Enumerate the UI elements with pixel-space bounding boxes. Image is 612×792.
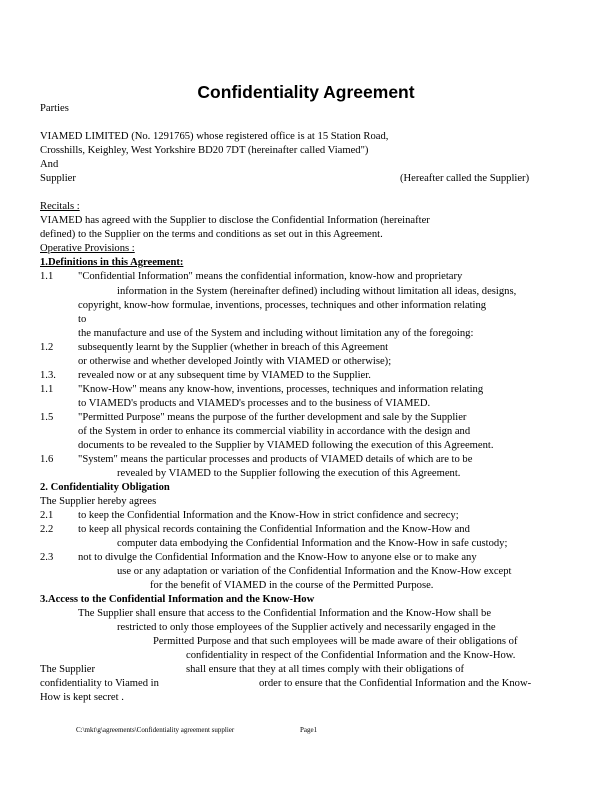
section3-line: Permitted Purpose and that such employees will be made aware of their obligations of [153,636,518,647]
clause-line: for the benefit of VIAMED in the course of the Permitted Purpose. [150,580,434,591]
clause-line: use or any adaptation or variation of the Confidential Information and the Know-How except [117,566,512,577]
operative-heading: Operative Provisions : [40,243,135,254]
clause-line: or otherwise and whether developed Jointly with VIAMED or otherwise); [78,356,392,367]
clause-line: "Confidential Information" means the confidential information, know-how and proprietary [78,271,463,282]
clause-line: "System" means the particular processes and products of VIAMED details of which are to be [78,454,473,465]
footer-path: C:\mkt\g\agreements\Confidentiality agreement supplier [76,726,235,734]
clause-number: 1.5 [40,412,54,423]
section3-line: restricted to only those employees of the Supplier actively and necessarily engaged in the [117,622,496,633]
section3-line: The Supplier shall ensure that access to the Confidential Information and the Know-How shall be [78,608,492,619]
clause-line: revealed now or at any subsequent time by VIAMED to the Supplier. [78,370,371,381]
clause-line: "Permitted Purpose" means the purpose of the further development and sale by the Supplier [78,412,467,423]
document-title: Confidentiality Agreement [197,82,415,102]
parties-supplier: Supplier [40,173,76,184]
clause-number: 2.1 [40,510,54,521]
clause-line: to keep the Confidential Information and the Know-How in strict confidence and secrecy; [78,510,459,521]
clause-number: 2.2 [40,524,54,535]
clause-line: documents to be revealed to the Supplier by VIAMED following the execution of this Agreement. [78,440,494,451]
section3-line: How is kept secret . [40,692,124,703]
section3-line: The Supplier [40,664,96,675]
clause-line: not to divulge the Confidential Information and the Know-How to anyone else or to make any [78,552,477,563]
section3-line: confidentiality to Viamed in [40,678,159,689]
recitals-line: defined) to the Supplier on the terms and conditions as set out in this Agreement. [40,229,383,240]
clause-line: to VIAMED's products and VIAMED's processes and to the business of VIAMED. [78,398,431,409]
clause-line: computer data embodying the Confidential Information and the Know-How in safe custody; [117,538,508,549]
clause-number: 1.1 [40,271,54,282]
section2-intro: The Supplier hereby agrees [40,496,157,507]
section3-heading: 3.Access to the Confidential Information and the Know-How [40,594,315,605]
section2-heading: 2. Confidentiality Obligation [40,482,170,493]
section3-line: order to ensure that the Confidential Information and the Know- [259,678,532,689]
footer-page-number: Page1 [300,726,318,734]
parties-line: VIAMED LIMITED (No. 1291765) whose registered office is at 15 Station Road, [40,131,389,142]
parties-line: Crosshills, Keighley, West Yorkshire BD20 7DT (hereinafter called Viamed") [40,145,369,156]
parties-heading: Parties [40,103,69,114]
clause-line: of the System in order to enhance its commercial viability in accordance with the design and [78,426,471,437]
section1-heading: 1.Definitions in this Agreement: [40,257,184,268]
recitals-line: VIAMED has agreed with the Supplier to disclose the Confidential Information (hereinafter [40,215,430,226]
clause-line: copyright, know-how formulae, inventions, processes, techniques and other information relating [78,300,487,311]
clause-line: the manufacture and use of the System and including without limitation any of the foregoing: [78,328,474,339]
clause-line: to keep all physical records containing the Confidential Information and the Know-How and [78,524,470,535]
clause-number: 1.1 [40,384,54,395]
clause-line: information in the System (hereinafter defined) including without limitation all ideas, designs, [117,286,517,297]
clause-line: subsequently learnt by the Supplier (whether in breach of this Agreement [78,342,389,353]
section3-line: confidentiality in respect of the Confidential Information and the Know-How. [186,650,516,661]
clause-number: 2.3 [40,552,54,563]
clause-number: 1.6 [40,454,54,465]
clause-line: to [78,314,87,325]
clause-number: 1.3. [40,370,56,381]
parties-supplier-called: (Hereafter called the Supplier) [400,173,530,184]
clause-number: 1.2 [40,342,54,353]
recitals-heading: Recitals : [40,201,80,212]
clause-line: revealed by VIAMED to the Supplier following the execution of this Agreement. [117,468,461,479]
section3-line: shall ensure that they at all times comply with their obligations of [186,664,465,675]
clause-line: "Know-How" means any know-how, inventions, processes, techniques and information relating [78,384,484,395]
parties-and: And [40,159,59,170]
